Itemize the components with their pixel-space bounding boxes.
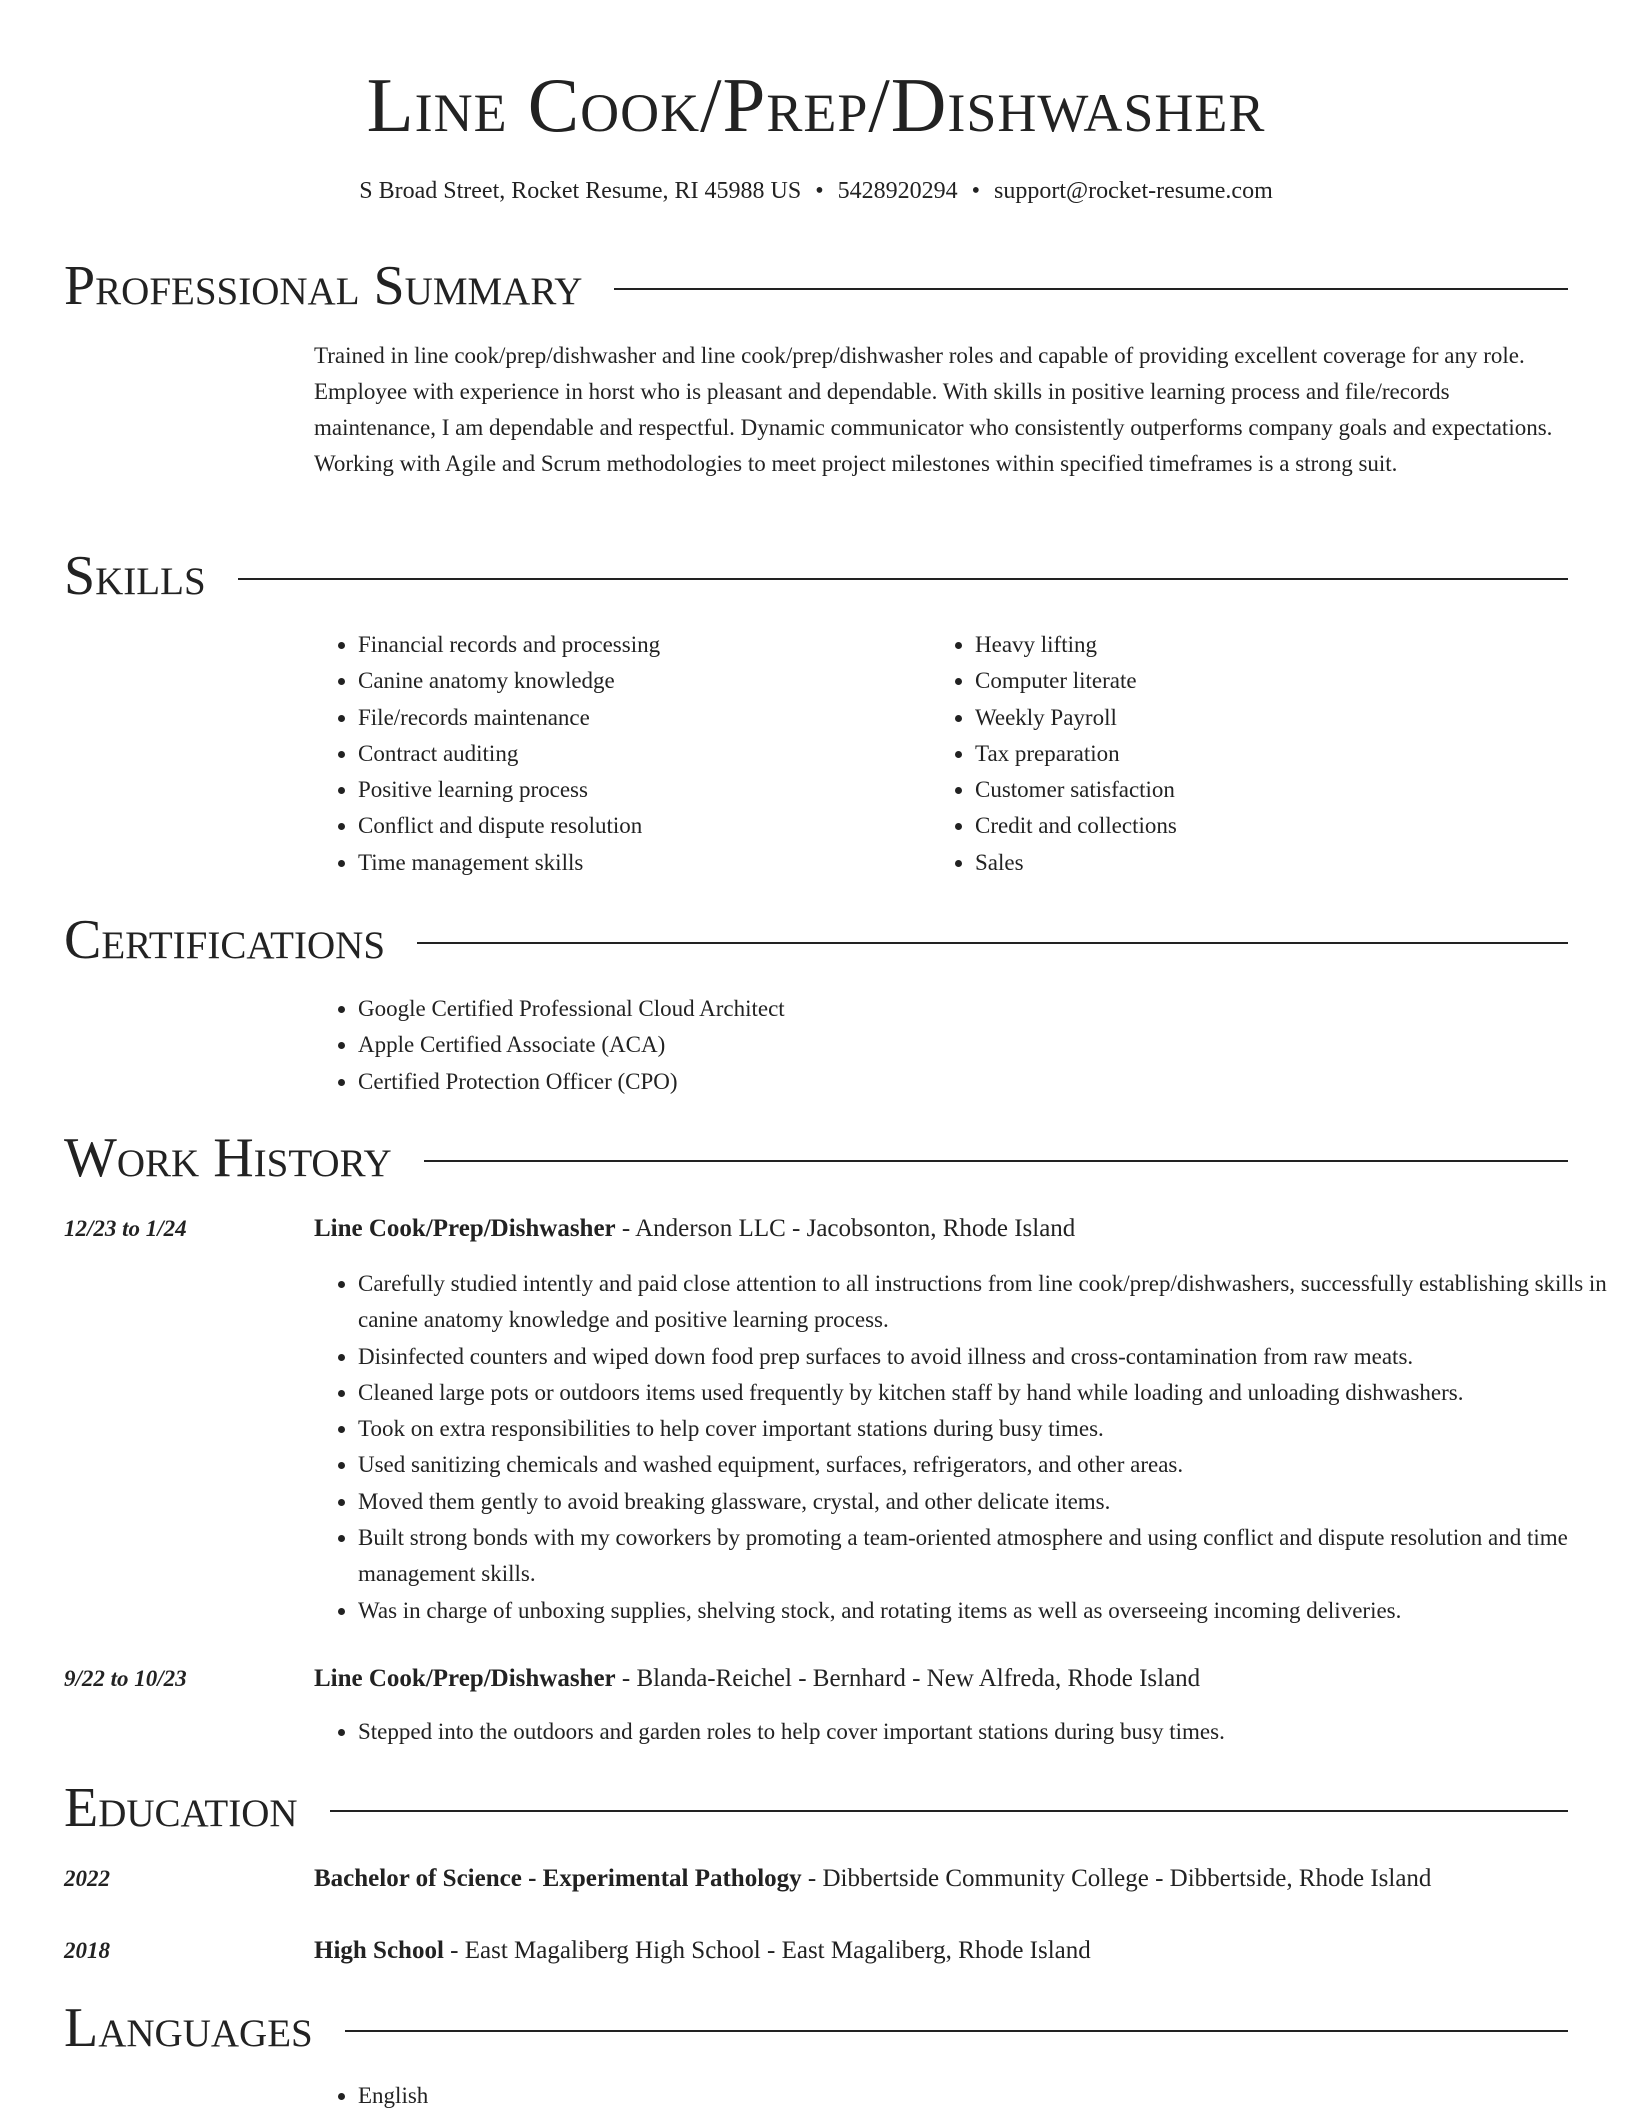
skill-item: • Computer literate <box>975 663 1535 699</box>
skill-item: • Customer satisfaction <box>975 772 1535 808</box>
contact-line <box>0 174 1632 208</box>
section-title: Certifications <box>64 908 417 972</box>
section-header-certifications <box>64 908 1568 972</box>
skill-item: • Sales <box>975 845 1535 881</box>
education-year: 2018 <box>64 1938 110 1963</box>
summary-paragraph: Trained in line cook/prep/dishwasher and line cook/prep/dishwasher roles and capable of providing excellent coverage for any role. Employee with experience in horst who is pleasant and dependable. With skills in positive learning process and file/records maintenance, I am dependable and respectful. Dynamic communicator who consistently outperforms company goals and expectations. Working with Agile and Scrum methodologies to meet project milestones within specified timeframes is a strong suit. <box>314 343 1553 476</box>
job-bullet: • Took on extra responsibilities to help cover important stations during busy times. <box>358 1411 1618 1447</box>
job-heading <box>314 1211 1075 1247</box>
section-title: Work History <box>64 1126 424 1190</box>
education-degree: High School <box>314 1937 444 1964</box>
education-school-location: - East Magaliberg High School - East Magaliberg, Rhode Island <box>443 1937 1091 1964</box>
job-company-location: - Blanda-Reichel - Bernhard - New Alfreda, Rhode Island <box>615 1665 1201 1692</box>
education-heading <box>314 1861 1431 1897</box>
job-bullet: • Built strong bonds with my coworkers by promoting a team-oriented atmosphere and using conflict and dispute resolution and time management skills. <box>358 1520 1618 1593</box>
job-heading <box>314 1661 1200 1697</box>
section-header-languages <box>64 1996 1568 2060</box>
job-responsibilities-list <box>314 1266 1618 1629</box>
education-year: 2022 <box>64 1866 110 1891</box>
job-dates: 9/22 to 10/23 <box>64 1666 187 1691</box>
skill-item: • Positive learning process <box>358 772 918 808</box>
section-header-education <box>64 1776 1568 1840</box>
skill-item: • Credit and collections <box>975 808 1535 844</box>
contact-separator: • <box>971 178 981 204</box>
job-bullet: • Stepped into the outdoors and garden roles to help cover important stations during busy times. <box>358 1714 1618 1750</box>
education-degree: Bachelor of Science - Experimental Pathology <box>314 1865 802 1892</box>
job-bullet: • Moved them gently to avoid breaking glassware, crystal, and other delicate items. <box>358 1484 1618 1520</box>
skill-item: • Canine anatomy knowledge <box>358 663 918 699</box>
job-responsibilities-list <box>314 1714 1618 1750</box>
section-title: Professional Summary <box>64 254 614 318</box>
skill-item: • Time management skills <box>358 845 918 881</box>
job-bullet: • Cleaned large pots or outdoors items used frequently by kitchen staff by hand while loading and unloading dishwashers. <box>358 1375 1618 1411</box>
job-bullet: • Carefully studied intently and paid close attention to all instructions from line cook/prep/dishwashers, successfully establishing skills in canine anatomy knowledge and positive learning process. <box>358 1266 1618 1339</box>
section-divider <box>64 578 1568 580</box>
job-company-location: - Anderson LLC - Jacobsonton, Rhode Island <box>615 1215 1076 1242</box>
contact-separator: • <box>815 178 824 204</box>
languages-list <box>314 2078 958 2114</box>
skill-item: • Conflict and dispute resolution <box>358 808 918 844</box>
job-title: Line Cook/Prep/Dishwasher <box>314 1665 616 1692</box>
skill-item: • File/records maintenance <box>358 700 918 736</box>
skills-list-right <box>931 627 1535 881</box>
certifications-list <box>314 991 1358 1100</box>
contact-address: S Broad Street, Rocket Resume, RI 45988 US <box>359 178 802 204</box>
section-header-summary <box>64 254 1568 318</box>
skill-item: • Heavy lifting <box>975 627 1535 663</box>
section-title: Languages <box>64 1996 345 2060</box>
section-header-skills <box>64 544 1568 608</box>
language-item: • English <box>358 2078 958 2114</box>
certification-item: • Google Certified Professional Cloud Architect <box>358 991 1358 1027</box>
section-header-work-history <box>64 1126 1568 1190</box>
candidate-name: Line Cook/Prep/Dishwasher <box>366 62 1266 148</box>
skill-item: • Tax preparation <box>975 736 1535 772</box>
section-title: Education <box>64 1776 330 1840</box>
education-heading <box>314 1933 1091 1969</box>
contact-email[interactable]: support@rocket-resume.com <box>994 178 1273 204</box>
education-school-location: - Dibbertside Community College - Dibbertside, Rhode Island <box>801 1865 1432 1892</box>
job-bullet: • Disinfected counters and wiped down food prep surfaces to avoid illness and cross-contamination from raw meats. <box>358 1339 1618 1375</box>
skills-list-left <box>314 627 918 881</box>
contact-phone: 5428920294 <box>837 178 958 204</box>
certification-item: • Apple Certified Associate (ACA) <box>358 1027 1358 1063</box>
skill-item: • Financial records and processing <box>358 627 918 663</box>
skill-item: • Weekly Payroll <box>975 700 1535 736</box>
skill-item: • Contract auditing <box>358 736 918 772</box>
job-bullet: • Used sanitizing chemicals and washed equipment, surfaces, refrigerators, and other areas. <box>358 1447 1618 1483</box>
section-title: Skills <box>64 544 238 608</box>
job-dates: 12/23 to 1/24 <box>64 1216 187 1241</box>
job-bullet: • Was in charge of unboxing supplies, shelving stock, and rotating items as well as overseeing incoming deliveries. <box>358 1593 1618 1629</box>
certification-item: • Certified Protection Officer (CPO) <box>358 1064 1358 1100</box>
job-title: Line Cook/Prep/Dishwasher <box>314 1215 616 1242</box>
